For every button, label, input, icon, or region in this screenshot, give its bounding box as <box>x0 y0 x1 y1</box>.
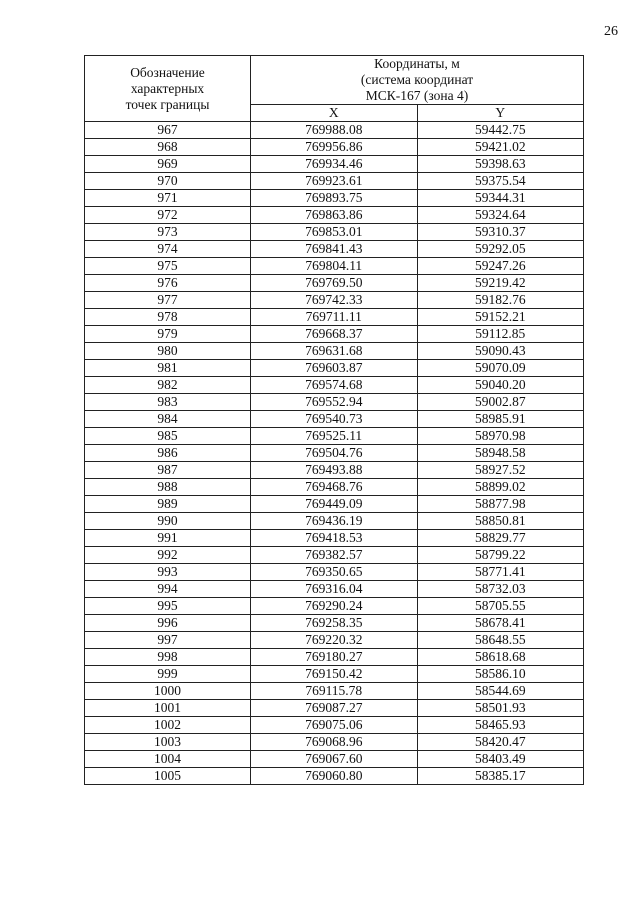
point-id-cell: 975 <box>85 258 251 275</box>
coordinates-header <box>251 56 584 105</box>
table-row <box>85 513 584 530</box>
y-coordinate-cell: 59002.87 <box>417 394 584 411</box>
point-id-cell: 979 <box>85 326 251 343</box>
point-header-line: Обозначение <box>130 64 205 80</box>
x-coordinate-cell: 769449.09 <box>251 496 418 513</box>
y-coordinate-cell: 59182.76 <box>417 292 584 309</box>
table-row <box>85 547 584 564</box>
y-coordinate-cell: 58705.55 <box>417 598 584 615</box>
y-coordinate-cell: 58948.58 <box>417 445 584 462</box>
x-coordinate-cell: 769060.80 <box>251 768 418 785</box>
y-coordinate-cell: 59152.21 <box>417 309 584 326</box>
x-column-header: X <box>251 105 418 122</box>
x-coordinate-cell: 769893.75 <box>251 190 418 207</box>
coords-header-line: Координаты, м <box>374 56 460 71</box>
table-row <box>85 428 584 445</box>
y-coordinate-cell: 58648.55 <box>417 632 584 649</box>
x-coordinate-cell: 769668.37 <box>251 326 418 343</box>
table-row <box>85 530 584 547</box>
y-coordinate-cell: 58678.41 <box>417 615 584 632</box>
point-id-cell: 994 <box>85 581 251 598</box>
x-coordinate-cell: 769115.78 <box>251 683 418 700</box>
table-row <box>85 751 584 768</box>
x-coordinate-cell: 769934.46 <box>251 156 418 173</box>
point-id-cell: 990 <box>85 513 251 530</box>
point-id-cell: 993 <box>85 564 251 581</box>
point-id-cell: 970 <box>85 173 251 190</box>
point-id-cell: 1002 <box>85 717 251 734</box>
x-coordinate-cell: 769853.01 <box>251 224 418 241</box>
x-coordinate-cell: 769504.76 <box>251 445 418 462</box>
x-coordinate-cell: 769180.27 <box>251 649 418 666</box>
y-coordinate-cell: 59398.63 <box>417 156 584 173</box>
table-row <box>85 156 584 173</box>
y-coordinate-cell: 59375.54 <box>417 173 584 190</box>
table-row <box>85 496 584 513</box>
point-id-cell: 969 <box>85 156 251 173</box>
table-row <box>85 122 584 139</box>
table-row <box>85 207 584 224</box>
x-coordinate-cell: 769769.50 <box>251 275 418 292</box>
y-coordinate-cell: 58403.49 <box>417 751 584 768</box>
point-header-line: точек границы <box>125 96 210 112</box>
point-id-cell: 985 <box>85 428 251 445</box>
table-row <box>85 700 584 717</box>
table-row <box>85 275 584 292</box>
point-header-line: характерных <box>130 80 205 96</box>
point-id-cell: 978 <box>85 309 251 326</box>
x-coordinate-cell: 769493.88 <box>251 462 418 479</box>
table-row <box>85 173 584 190</box>
table-row <box>85 394 584 411</box>
x-coordinate-cell: 769258.35 <box>251 615 418 632</box>
x-coordinate-cell: 769418.53 <box>251 530 418 547</box>
table-row <box>85 649 584 666</box>
table-row <box>85 445 584 462</box>
x-coordinate-cell: 769574.68 <box>251 377 418 394</box>
point-id-cell: 972 <box>85 207 251 224</box>
x-coordinate-cell: 769603.87 <box>251 360 418 377</box>
table-header <box>85 56 584 122</box>
table-body <box>85 122 584 785</box>
point-id-cell: 1003 <box>85 734 251 751</box>
point-id-cell: 995 <box>85 598 251 615</box>
table-row <box>85 190 584 207</box>
y-coordinate-cell: 58927.52 <box>417 462 584 479</box>
x-coordinate-cell: 769067.60 <box>251 751 418 768</box>
y-coordinate-cell: 58586.10 <box>417 666 584 683</box>
table-row <box>85 360 584 377</box>
header-row-top <box>85 56 584 105</box>
point-id-cell: 992 <box>85 547 251 564</box>
y-coordinate-cell: 59344.31 <box>417 190 584 207</box>
table-row <box>85 768 584 785</box>
y-coordinate-cell: 58899.02 <box>417 479 584 496</box>
table-row <box>85 411 584 428</box>
y-coordinate-cell: 58618.68 <box>417 649 584 666</box>
table-row <box>85 258 584 275</box>
x-coordinate-cell: 769382.57 <box>251 547 418 564</box>
point-designation-header <box>85 56 251 122</box>
point-id-cell: 987 <box>85 462 251 479</box>
x-coordinate-cell: 769742.33 <box>251 292 418 309</box>
x-coordinate-cell: 769540.73 <box>251 411 418 428</box>
x-coordinate-cell: 769075.06 <box>251 717 418 734</box>
table-row <box>85 717 584 734</box>
point-id-cell: 971 <box>85 190 251 207</box>
x-coordinate-cell: 769631.68 <box>251 343 418 360</box>
y-coordinate-cell: 58799.22 <box>417 547 584 564</box>
x-coordinate-cell: 769923.61 <box>251 173 418 190</box>
y-coordinate-cell: 58771.41 <box>417 564 584 581</box>
y-coordinate-cell: 59090.43 <box>417 343 584 360</box>
point-id-cell: 999 <box>85 666 251 683</box>
table-row <box>85 224 584 241</box>
point-id-cell: 973 <box>85 224 251 241</box>
x-coordinate-cell: 769150.42 <box>251 666 418 683</box>
x-coordinate-cell: 769525.11 <box>251 428 418 445</box>
y-coordinate-cell: 58829.77 <box>417 530 584 547</box>
x-coordinate-cell: 769552.94 <box>251 394 418 411</box>
x-coordinate-cell: 769316.04 <box>251 581 418 598</box>
y-coordinate-cell: 59112.85 <box>417 326 584 343</box>
coords-header-line: МСК-167 (зона 4) <box>365 88 469 103</box>
x-coordinate-cell: 769068.96 <box>251 734 418 751</box>
y-coordinate-cell: 59219.42 <box>417 275 584 292</box>
x-coordinate-cell: 769350.65 <box>251 564 418 581</box>
point-id-cell: 988 <box>85 479 251 496</box>
y-coordinate-cell: 58420.47 <box>417 734 584 751</box>
y-coordinate-cell: 58501.93 <box>417 700 584 717</box>
point-id-cell: 967 <box>85 122 251 139</box>
point-id-cell: 982 <box>85 377 251 394</box>
x-coordinate-cell: 769468.76 <box>251 479 418 496</box>
table-row <box>85 377 584 394</box>
y-coordinate-cell: 59247.26 <box>417 258 584 275</box>
point-id-cell: 977 <box>85 292 251 309</box>
x-coordinate-cell: 769841.43 <box>251 241 418 258</box>
point-id-cell: 968 <box>85 139 251 156</box>
x-coordinate-cell: 769436.19 <box>251 513 418 530</box>
table-row <box>85 666 584 683</box>
point-id-cell: 1004 <box>85 751 251 768</box>
y-coordinate-cell: 59442.75 <box>417 122 584 139</box>
y-coordinate-cell: 58465.93 <box>417 717 584 734</box>
table-row <box>85 139 584 156</box>
x-coordinate-cell: 769804.11 <box>251 258 418 275</box>
point-id-cell: 998 <box>85 649 251 666</box>
table-row <box>85 292 584 309</box>
table-row <box>85 309 584 326</box>
x-coordinate-cell: 769290.24 <box>251 598 418 615</box>
table-row <box>85 615 584 632</box>
y-coordinate-cell: 59040.20 <box>417 377 584 394</box>
x-coordinate-cell: 769087.27 <box>251 700 418 717</box>
y-coordinate-cell: 59070.09 <box>417 360 584 377</box>
point-id-cell: 991 <box>85 530 251 547</box>
x-coordinate-cell: 769956.86 <box>251 139 418 156</box>
table-row <box>85 479 584 496</box>
table-row <box>85 564 584 581</box>
point-id-cell: 1001 <box>85 700 251 717</box>
table-row <box>85 462 584 479</box>
point-id-cell: 981 <box>85 360 251 377</box>
point-id-cell: 983 <box>85 394 251 411</box>
point-id-cell: 986 <box>85 445 251 462</box>
point-id-cell: 976 <box>85 275 251 292</box>
y-column-header: Y <box>417 105 584 122</box>
y-coordinate-cell: 59310.37 <box>417 224 584 241</box>
y-coordinate-cell: 58985.91 <box>417 411 584 428</box>
point-id-cell: 980 <box>85 343 251 360</box>
y-coordinate-cell: 58850.81 <box>417 513 584 530</box>
page-number: 26 <box>604 24 618 39</box>
x-coordinate-cell: 769711.11 <box>251 309 418 326</box>
table-row <box>85 326 584 343</box>
point-id-cell: 984 <box>85 411 251 428</box>
point-id-cell: 1005 <box>85 768 251 785</box>
x-coordinate-cell: 769220.32 <box>251 632 418 649</box>
coordinates-table <box>84 55 584 785</box>
point-id-cell: 997 <box>85 632 251 649</box>
table-row <box>85 241 584 258</box>
y-coordinate-cell: 58385.17 <box>417 768 584 785</box>
y-coordinate-cell: 59324.64 <box>417 207 584 224</box>
table-row <box>85 632 584 649</box>
point-id-cell: 989 <box>85 496 251 513</box>
point-id-cell: 1000 <box>85 683 251 700</box>
table-row <box>85 598 584 615</box>
y-coordinate-cell: 58877.98 <box>417 496 584 513</box>
y-coordinate-cell: 59421.02 <box>417 139 584 156</box>
table-row <box>85 683 584 700</box>
x-coordinate-cell: 769988.08 <box>251 122 418 139</box>
table-row <box>85 343 584 360</box>
table-row <box>85 581 584 598</box>
coords-header-line: (система координат <box>360 72 474 87</box>
x-coordinate-cell: 769863.86 <box>251 207 418 224</box>
y-coordinate-cell: 58544.69 <box>417 683 584 700</box>
table-row <box>85 734 584 751</box>
point-id-cell: 974 <box>85 241 251 258</box>
y-coordinate-cell: 59292.05 <box>417 241 584 258</box>
point-id-cell: 996 <box>85 615 251 632</box>
y-coordinate-cell: 58732.03 <box>417 581 584 598</box>
y-coordinate-cell: 58970.98 <box>417 428 584 445</box>
